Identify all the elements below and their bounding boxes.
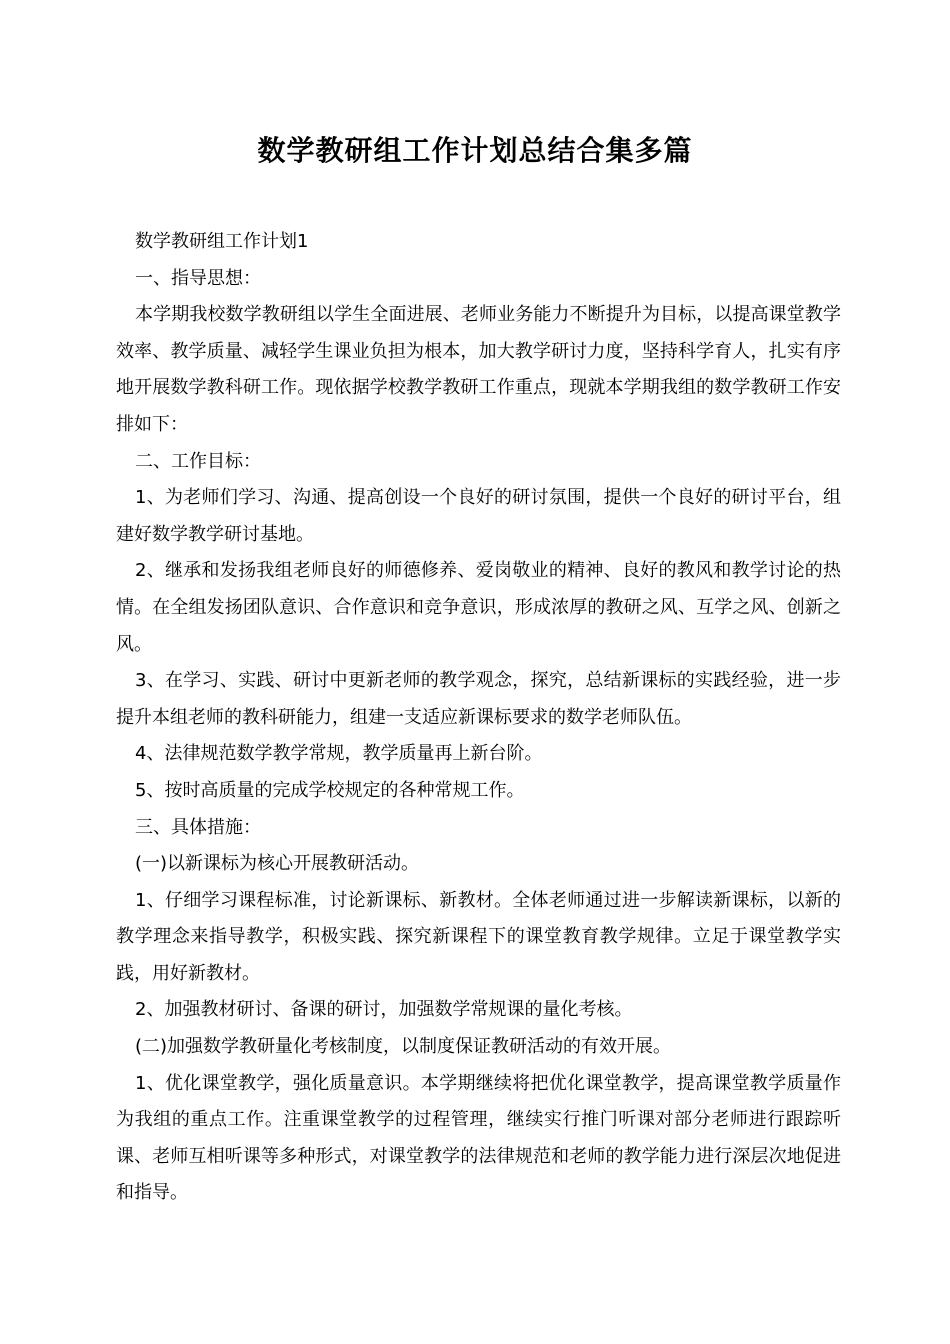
paragraph-section-3-heading: 三、具体措施：: [135, 816, 261, 838]
paragraph-measure-a-1: 1、仔细学习课程标准，讨论新课标、新教材。全体老师通过进一步解读新课标，以新的教学理念来指导教学，积极实践、探究新课程下的课堂教育教学规律。立足于课堂教学实践，用好新教材。: [116, 889, 841, 984]
page-title: 数学教研组工作计划总结合集多篇: [257, 134, 693, 167]
document-body: [116, 224, 841, 1212]
paragraph-goal-3: 3、在学习、实践、研讨中更新老师的教学观念，探究，总结新课标的实践经验，进一步提升本组老师的教科研能力，组建一支适应新课标要求的数学老师队伍。: [116, 670, 841, 728]
paragraph-goal-5: 5、按时高质量的完成学校规定的各种常规工作。: [135, 779, 525, 801]
paragraph-section-2-heading: 二、工作目标：: [135, 450, 261, 472]
paragraph-goal-2: 2、继承和发扬我组老师良好的师德修养、爱岗敬业的精神、良好的教风和教学讨论的热情。在全组发扬团队意识、合作意识和竞争意识，形成浓厚的教研之风、互学之风、创新之风。: [116, 560, 841, 655]
paragraph-section-1-heading: 一、指导思想：: [135, 267, 261, 289]
paragraph-goal-1: 1、为老师们学习、沟通、提高创设一个良好的研讨氛围，提供一个良好的研讨平台，组建好数学教学研讨基地。: [116, 487, 841, 545]
paragraph-measure-a-heading: (一)以新课标为核心开展教研活动。: [135, 853, 420, 875]
paragraph-guiding-thought: 本学期我校数学教研组以学生全面进展、老师业务能力不断提升为目标，以提高课堂教学效率、教学质量、减轻学生课业负担为根本，加大教学研讨力度，坚持科学育人，扎实有序地开展数学教科研工作。现依据学校教学教研工作重点，现就本学期我组的数学教研工作安排如下：: [116, 304, 841, 435]
paragraph-measure-a-2: 2、加强教材研讨、备课的研讨，加强数学常规课的量化考核。: [135, 999, 633, 1021]
paragraph-plan-heading: 数学教研组工作计划1: [135, 231, 309, 252]
paragraph-measure-b-1: 1、优化课堂教学，强化质量意识。本学期继续将把优化课堂教学，提高课堂教学质量作为我组的重点工作。注重课堂教学的过程管理，继续实行推门听课对部分老师进行跟踪听课、老师互相听课等多种形式，对课堂教学的法律规范和老师的教学能力进行深层次地促进和指导。: [116, 1072, 841, 1204]
paragraph-measure-b-heading: (二)加强数学教研量化考核制度，以制度保证教研活动的有效开展。: [135, 1036, 672, 1058]
paragraph-goal-4: 4、法律规范数学教学常规，教学质量再上新台阶。: [135, 743, 543, 765]
